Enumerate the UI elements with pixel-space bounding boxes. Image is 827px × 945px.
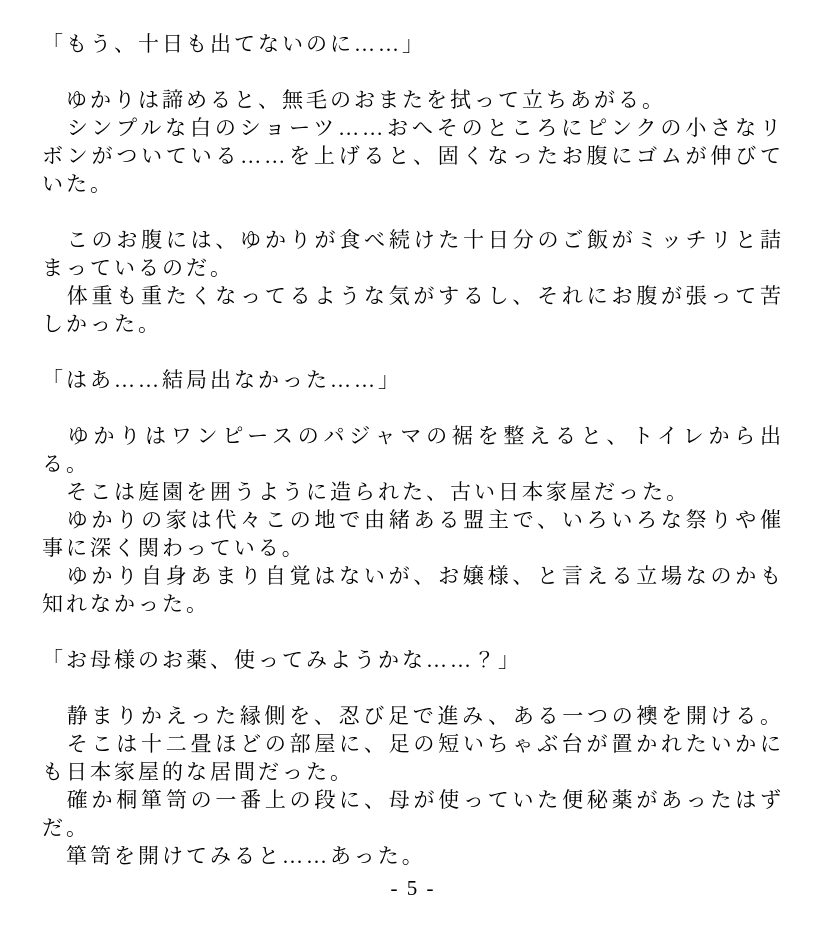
text-line: そこは十二畳ほどの部屋に、足の短いちゃぶ台が置かれたいかに <box>42 732 784 756</box>
text-line: 箪笥を開けてみると……あった。 <box>42 844 426 868</box>
text-line: 事に深く関わっている。 <box>42 536 306 560</box>
text-line: シンプルな白のショーツ……おへそのところにピンクの小さなリ <box>42 116 784 140</box>
text-line: も日本家屋的な居間だった。 <box>42 760 354 784</box>
dialogue-line: 「お母様のお薬、使ってみようかな……？」 <box>42 648 522 672</box>
text-line: しかった。 <box>42 312 162 336</box>
text-line: そこは庭園を囲うように造られた、古い日本家屋だった。 <box>42 480 690 504</box>
text-line: 知れなかった。 <box>42 592 210 616</box>
text-line: ゆかりは諦めると、無毛のおまたを拭って立ちあがる。 <box>42 88 666 112</box>
dialogue-line: 「はあ……結局出なかった……」 <box>42 368 402 392</box>
dialogue-line: 「もう、十日も出てないのに……」 <box>42 32 426 56</box>
text-line: 静まりかえった縁側を、忍び足で進み、ある一つの襖を開ける。 <box>42 704 784 728</box>
text-line: 体重も重たくなってるような気がするし、それにお腹が張って苦 <box>42 284 784 308</box>
text-line: いた。 <box>42 172 114 196</box>
text-line: ボンがついている……を上げると、固くなったお腹にゴムが伸びて <box>42 144 784 168</box>
text-line: る。 <box>42 452 90 476</box>
text-line: ゆかり自身あまり自覚はないが、お嬢様、と言える立場なのかも <box>42 564 784 588</box>
text-line: このお腹には、ゆかりが食べ続けた十日分のご飯がミッチリと詰 <box>42 228 784 252</box>
page-number: - 5 - <box>390 876 436 900</box>
text-line: ゆかりはワンピースのパジャマの裾を整えると、トイレから出 <box>42 424 784 448</box>
text-line: だ。 <box>42 816 90 840</box>
text-line: まっているのだ。 <box>42 256 234 280</box>
text-line: ゆかりの家は代々この地で由緒ある盟主で、いろいろな祭りや催 <box>42 508 784 532</box>
text-line: 確か桐箪笥の一番上の段に、母が使っていた便秘薬があったはず <box>42 788 784 812</box>
